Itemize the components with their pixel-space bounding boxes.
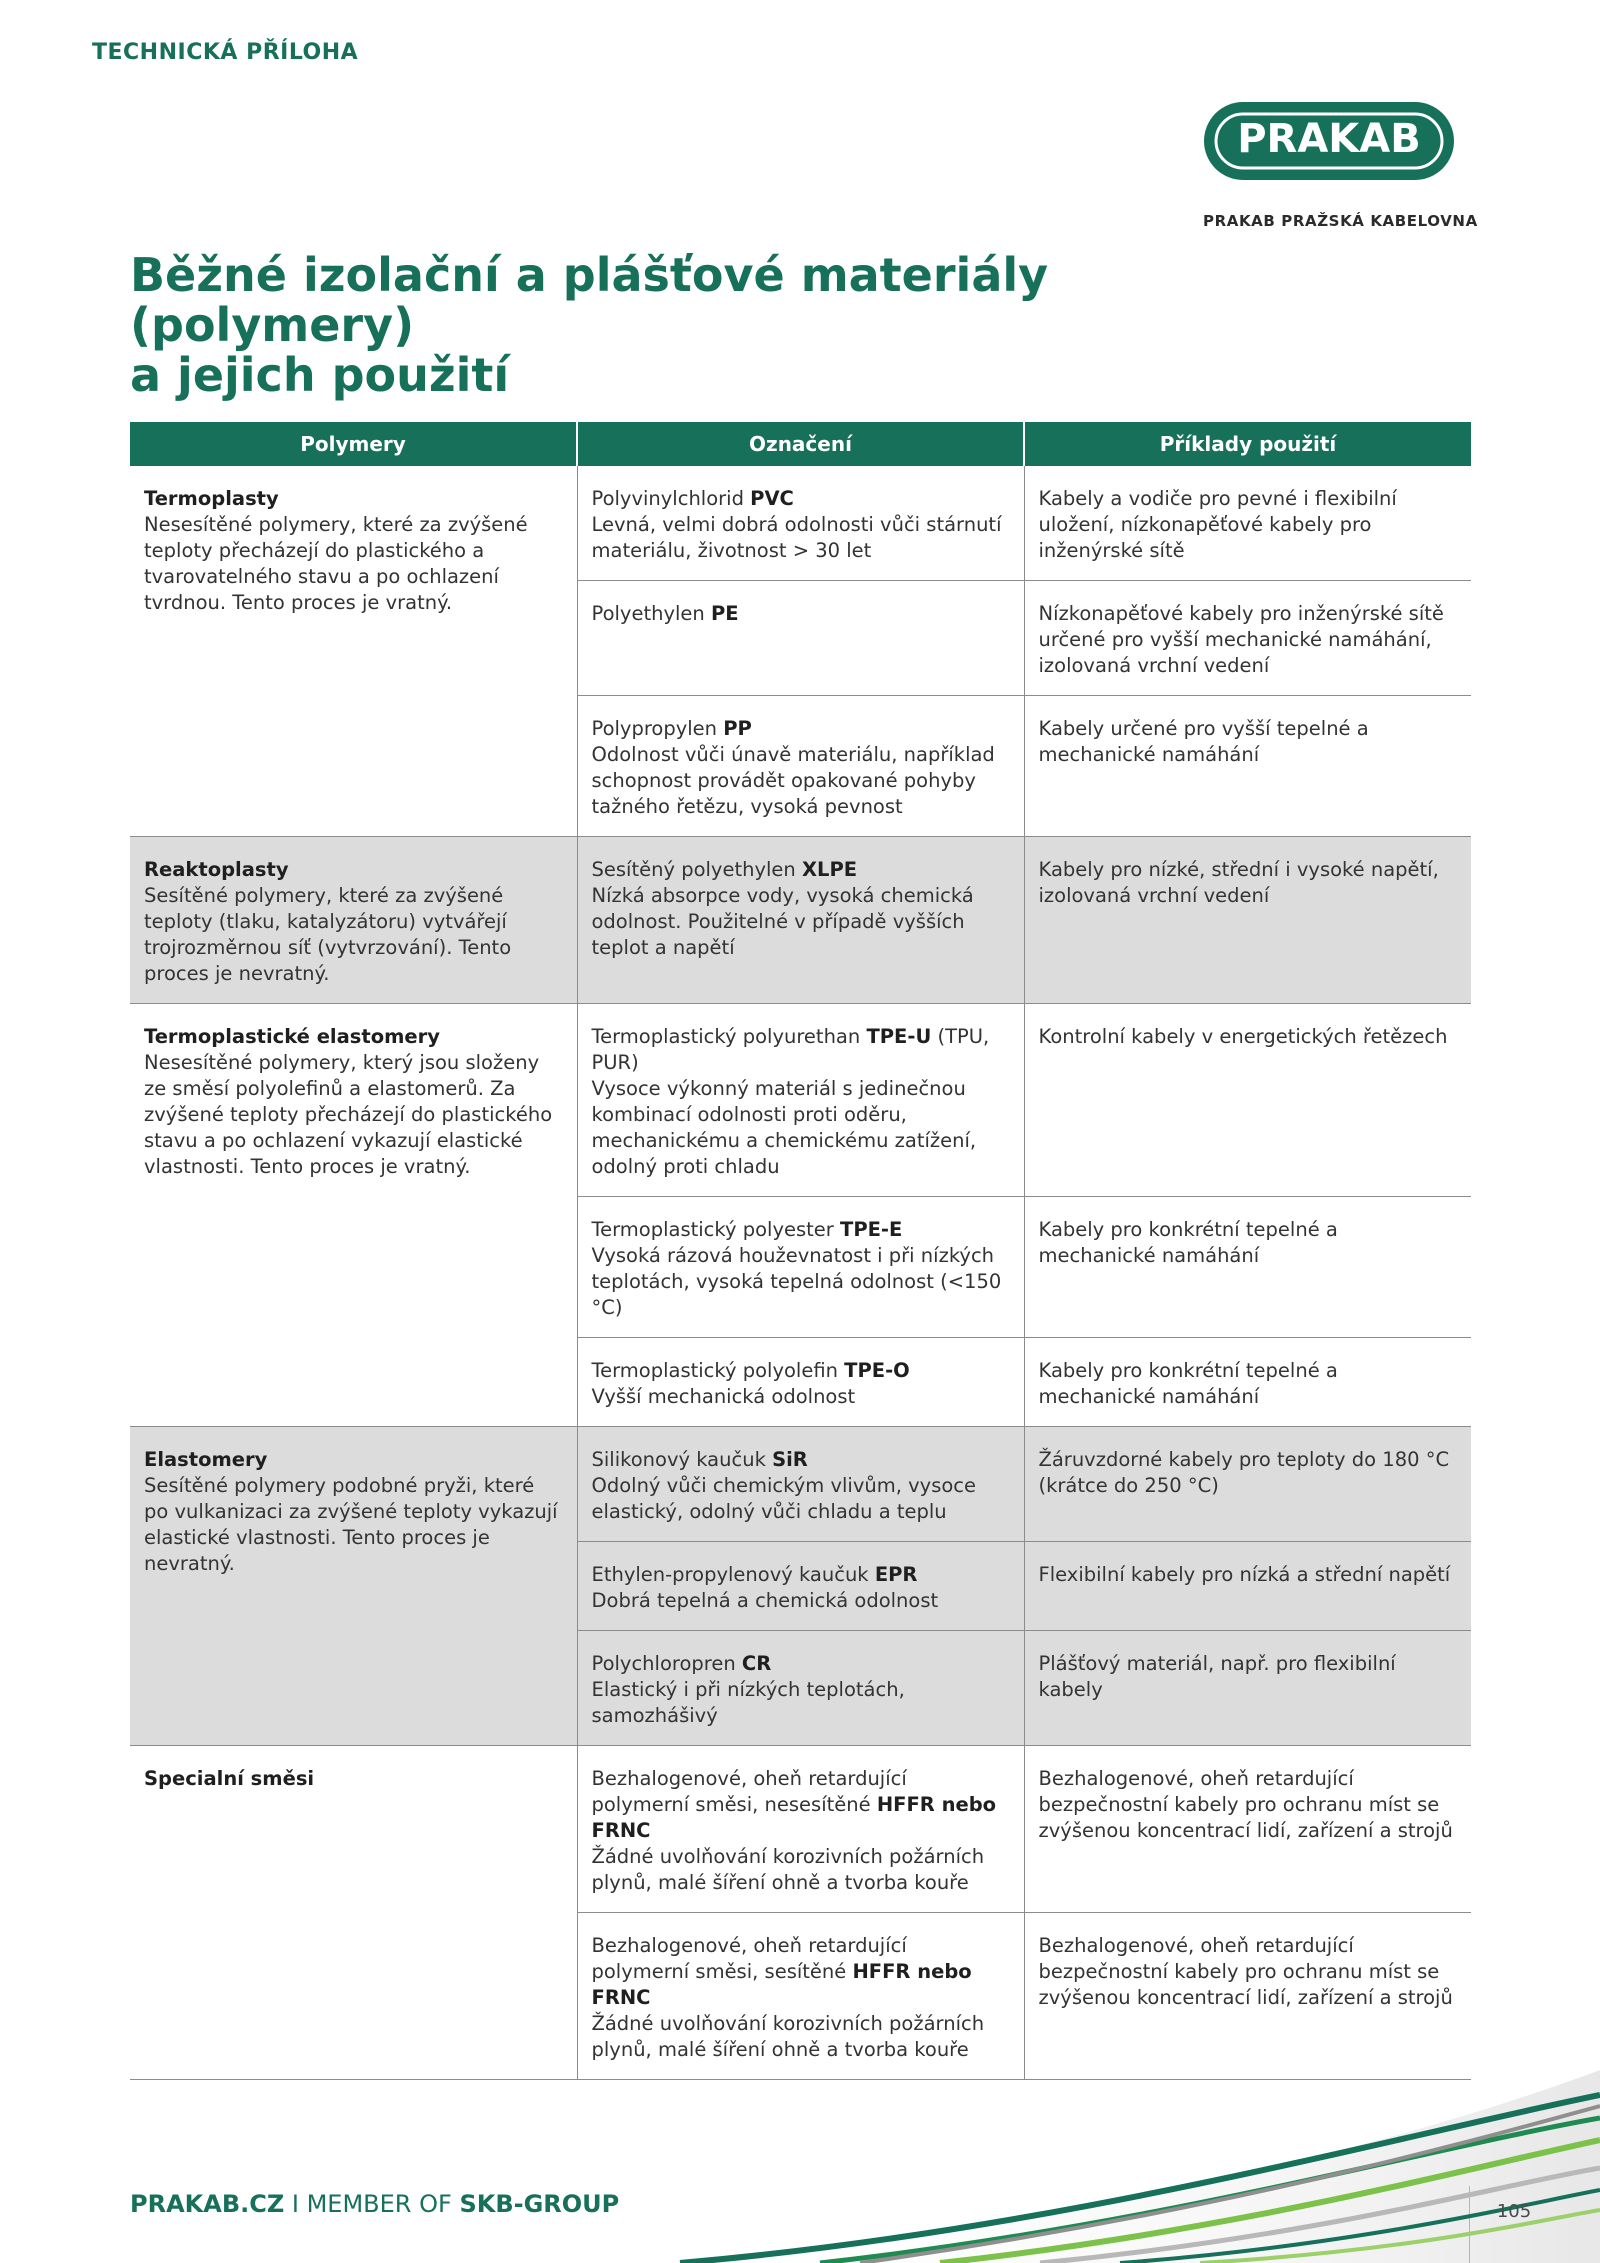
material-name-text: Sesítěný polyethylen — [591, 858, 802, 881]
polymer-group-cell — [130, 1746, 577, 2080]
prakab-logo — [1198, 96, 1478, 190]
material-desc: Dobrá tepelná a chemická odolnost — [591, 1589, 939, 1612]
polymer-group-desc: Nesesítěné polymery, které za zvýšené teploty přecházejí do plastického a tvarovatelného stavu a po ochlazení tvrdnou. Tento proces je vratný. — [144, 513, 528, 614]
polymer-group-name: Elastomery — [144, 1448, 268, 1471]
material-name — [592, 1024, 1010, 1076]
material-desc: Odolný vůči chemickým vlivům, vysoce elastický, odolný vůči chladu a teplu — [591, 1474, 977, 1523]
table-row — [130, 1427, 1471, 1542]
usage-cell — [1024, 837, 1471, 1004]
polymer-group-cell — [130, 1427, 577, 1746]
material-cell — [577, 1631, 1024, 1746]
prakab-logo-graphic — [1198, 96, 1478, 186]
footer-group: SKB-GROUP — [459, 2190, 620, 2218]
material-desc: Elastický i při nízkých teplotách, samozhášivý — [591, 1678, 905, 1727]
table-row — [130, 1746, 1471, 1913]
material-name-text: Bezhalogenové, oheň retardující polymerní směsi, sesítěné — [591, 1934, 907, 1983]
material-abbr: PVC — [750, 487, 794, 510]
polymer-group-name: Termoplasty — [144, 487, 279, 510]
usage-cell — [1024, 1542, 1471, 1631]
usage-cell — [1024, 1631, 1471, 1746]
polymer-group-desc: Sesítěné polymery, které za zvýšené teploty (tlaku, katalyzátoru) vytvářejí trojrozměrnou síť (vytvrzování). Tento proces je nevratný. — [144, 884, 512, 985]
material-name — [592, 1766, 1010, 1844]
material-cell — [577, 1004, 1024, 1197]
table-header-row — [130, 422, 1471, 466]
material-desc: Vysoká rázová houževnatost i při nízkých teplotách, vysoká tepelná odolnost (<150 °C) — [591, 1244, 1002, 1319]
table-row — [130, 837, 1471, 1004]
usage-text: Žáruvzdorné kabely pro teploty do 180 °C (krátce do 250 °C) — [1038, 1448, 1450, 1497]
material-cell — [577, 1746, 1024, 1913]
material-desc: Žádné uvolňování korozivních požárních plynů, malé šíření ohně a tvorba kouře — [591, 2012, 985, 2061]
polymer-group-name: Termoplastické elastomery — [144, 1025, 440, 1048]
title-line-1: Běžné izolační a plášťové materiály (polymery) — [130, 248, 1049, 352]
usage-text: Kabely určené pro vyšší tepelné a mechanické namáhání — [1038, 717, 1369, 766]
polymer-group-desc: Sesítěné polymery podobné pryži, které po vulkanizaci za zvýšené teploty vykazují elastické vlastnosti. Tento proces je nevratný. — [144, 1474, 558, 1575]
usage-text: Bezhalogenové, oheň retardující bezpečnostní kabely pro ochranu míst se zvýšenou koncentrací lidí, zařízení a strojů — [1038, 1767, 1453, 1842]
material-name-text: Termoplastický polyurethan — [591, 1025, 867, 1048]
usage-text: Flexibilní kabely pro nízká a střední napětí — [1038, 1563, 1451, 1586]
material-abbr: SiR — [772, 1448, 808, 1471]
polymer-group-cell — [130, 1004, 577, 1427]
material-name-text: Bezhalogenové, oheň retardující polymerní směsi, nesesítěné — [591, 1767, 907, 1816]
material-cell — [577, 1542, 1024, 1631]
material-abbr: TPE-E — [840, 1218, 903, 1241]
table-row — [130, 466, 1471, 581]
material-desc: Žádné uvolňování korozivních požárních plynů, malé šíření ohně a tvorba kouře — [591, 1845, 985, 1894]
material-name-text: Polychloropren — [591, 1652, 742, 1675]
material-name — [592, 1651, 1010, 1677]
footer — [130, 2190, 619, 2218]
material-cell — [577, 1197, 1024, 1338]
material-abbr: TPE-U — [866, 1025, 932, 1048]
material-name-text: Polyethylen — [591, 602, 711, 625]
usage-cell — [1024, 1197, 1471, 1338]
usage-cell — [1024, 1427, 1471, 1542]
usage-text: Bezhalogenové, oheň retardující bezpečnostní kabely pro ochranu míst se zvýšenou koncentrací lidí, zařízení a strojů — [1038, 1934, 1453, 2009]
material-name-text: Ethylen-propylenový kaučuk — [591, 1563, 875, 1586]
usage-cell — [1024, 1004, 1471, 1197]
page-number: 105 — [1496, 2201, 1532, 2222]
usage-text: Kabely pro konkrétní tepelné a mechanické namáhání — [1038, 1218, 1338, 1267]
material-abbr: CR — [741, 1652, 772, 1675]
usage-text: Nízkonapěťové kabely pro inženýrské sítě určené pro vyšší mechanické namáhání, izolovaná vrchní vedení — [1038, 602, 1444, 677]
material-name-text: Polyvinylchlorid — [591, 487, 751, 510]
material-desc: Odolnost vůči únavě materiálu, například schopnost provádět opakované pohyby tažného řetězu, vysoká pevnost — [591, 743, 995, 818]
usage-text: Kontrolní kabely v energetických řetězech — [1038, 1025, 1448, 1048]
material-abbr: PE — [710, 602, 739, 625]
material-abbr: XLPE — [801, 858, 858, 881]
material-cell — [577, 466, 1024, 581]
usage-text: Plášťový materiál, např. pro flexibilní kabely — [1038, 1652, 1396, 1701]
page-title — [130, 250, 1230, 400]
material-abbr: HFFR nebo FRNC — [591, 1793, 997, 1842]
material-name — [592, 857, 1010, 883]
material-abbr: PP — [723, 717, 752, 740]
material-abbr: EPR — [874, 1563, 918, 1586]
material-name-text: Termoplastický polyester — [591, 1218, 841, 1241]
usage-cell — [1024, 466, 1471, 581]
usage-text: Kabely pro konkrétní tepelné a mechanické namáhání — [1038, 1359, 1338, 1408]
polymer-group-cell — [130, 837, 577, 1004]
polymer-group-name: Reaktoplasty — [144, 858, 289, 881]
material-name — [592, 1358, 1010, 1384]
title-line-2: a jejich použití — [130, 348, 510, 402]
material-name — [592, 716, 1010, 742]
material-name-suffix: (TPU, PUR) — [591, 1025, 990, 1074]
polymer-group-name: Specialní směsi — [144, 1767, 315, 1790]
material-name — [592, 1562, 1010, 1588]
polymer-table — [130, 422, 1471, 2080]
usage-cell — [1024, 696, 1471, 837]
footer-site[interactable]: PRAKAB.CZ — [130, 2190, 285, 2218]
header-oznaceni: Označení — [577, 422, 1024, 466]
logo-text: PRAKAB — [1237, 116, 1421, 162]
usage-cell — [1024, 1338, 1471, 1427]
material-desc: Nízká absorpce vody, vysoká chemická odolnost. Použitelné v případě vyšších teplot a napětí — [591, 884, 974, 959]
cable-decoration — [560, 2000, 1600, 2263]
material-abbr: TPE-O — [844, 1359, 910, 1382]
usage-text: Kabely pro nízké, střední i vysoké napětí, izolovaná vrchní vedení — [1038, 858, 1439, 907]
usage-cell — [1024, 1746, 1471, 1913]
material-desc: Levná, velmi dobrá odolnosti vůči stárnutí materiálu, životnost > 30 let — [591, 513, 1002, 562]
usage-cell — [1024, 581, 1471, 696]
material-desc: Vyšší mechanická odolnost — [591, 1385, 856, 1408]
material-abbr: HFFR nebo FRNC — [591, 1960, 972, 2009]
logo-subtitle: PRAKAB PRAŽSKÁ KABELOVNA — [1203, 212, 1478, 230]
material-cell — [577, 581, 1024, 696]
section-tag: TECHNICKÁ PŘÍLOHA — [92, 40, 359, 65]
material-cell — [577, 696, 1024, 837]
usage-text: Kabely a vodiče pro pevné i flexibilní uložení, nízkonapěťové kabely pro inženýrské sítě — [1038, 487, 1397, 562]
footer-separator: I — [284, 2190, 307, 2218]
material-cell — [577, 837, 1024, 1004]
material-name-text: Termoplastický polyolefin — [591, 1359, 845, 1382]
material-name — [592, 1217, 1010, 1243]
table-body — [130, 466, 1471, 2080]
polymer-group-cell — [130, 466, 577, 837]
polymer-group-desc: Nesesítěné polymery, který jsou složeny ze směsí polyolefinů a elastomerů. Za zvýšené teploty přecházejí do plastického stavu a po ochlazení vykazují elastické vlastnosti. Tento proces je vratný. — [144, 1051, 553, 1178]
header-priklady: Příklady použití — [1024, 422, 1471, 466]
material-cell — [577, 1427, 1024, 1542]
footer-member: MEMBER OF — [306, 2190, 460, 2218]
material-name — [592, 486, 1010, 512]
header-polymery: Polymery — [130, 422, 577, 466]
material-cell — [577, 1338, 1024, 1427]
material-name-text: Silikonový kaučuk — [591, 1448, 773, 1471]
material-name — [592, 1447, 1010, 1473]
material-name — [592, 601, 1010, 627]
table-row — [130, 1004, 1471, 1197]
material-desc: Vysoce výkonný materiál s jedinečnou kombinací odolnosti proti oděru, mechanickému a chemickému zatížení, odolný proti chladu — [591, 1077, 977, 1178]
material-name-text: Polypropylen — [591, 717, 724, 740]
